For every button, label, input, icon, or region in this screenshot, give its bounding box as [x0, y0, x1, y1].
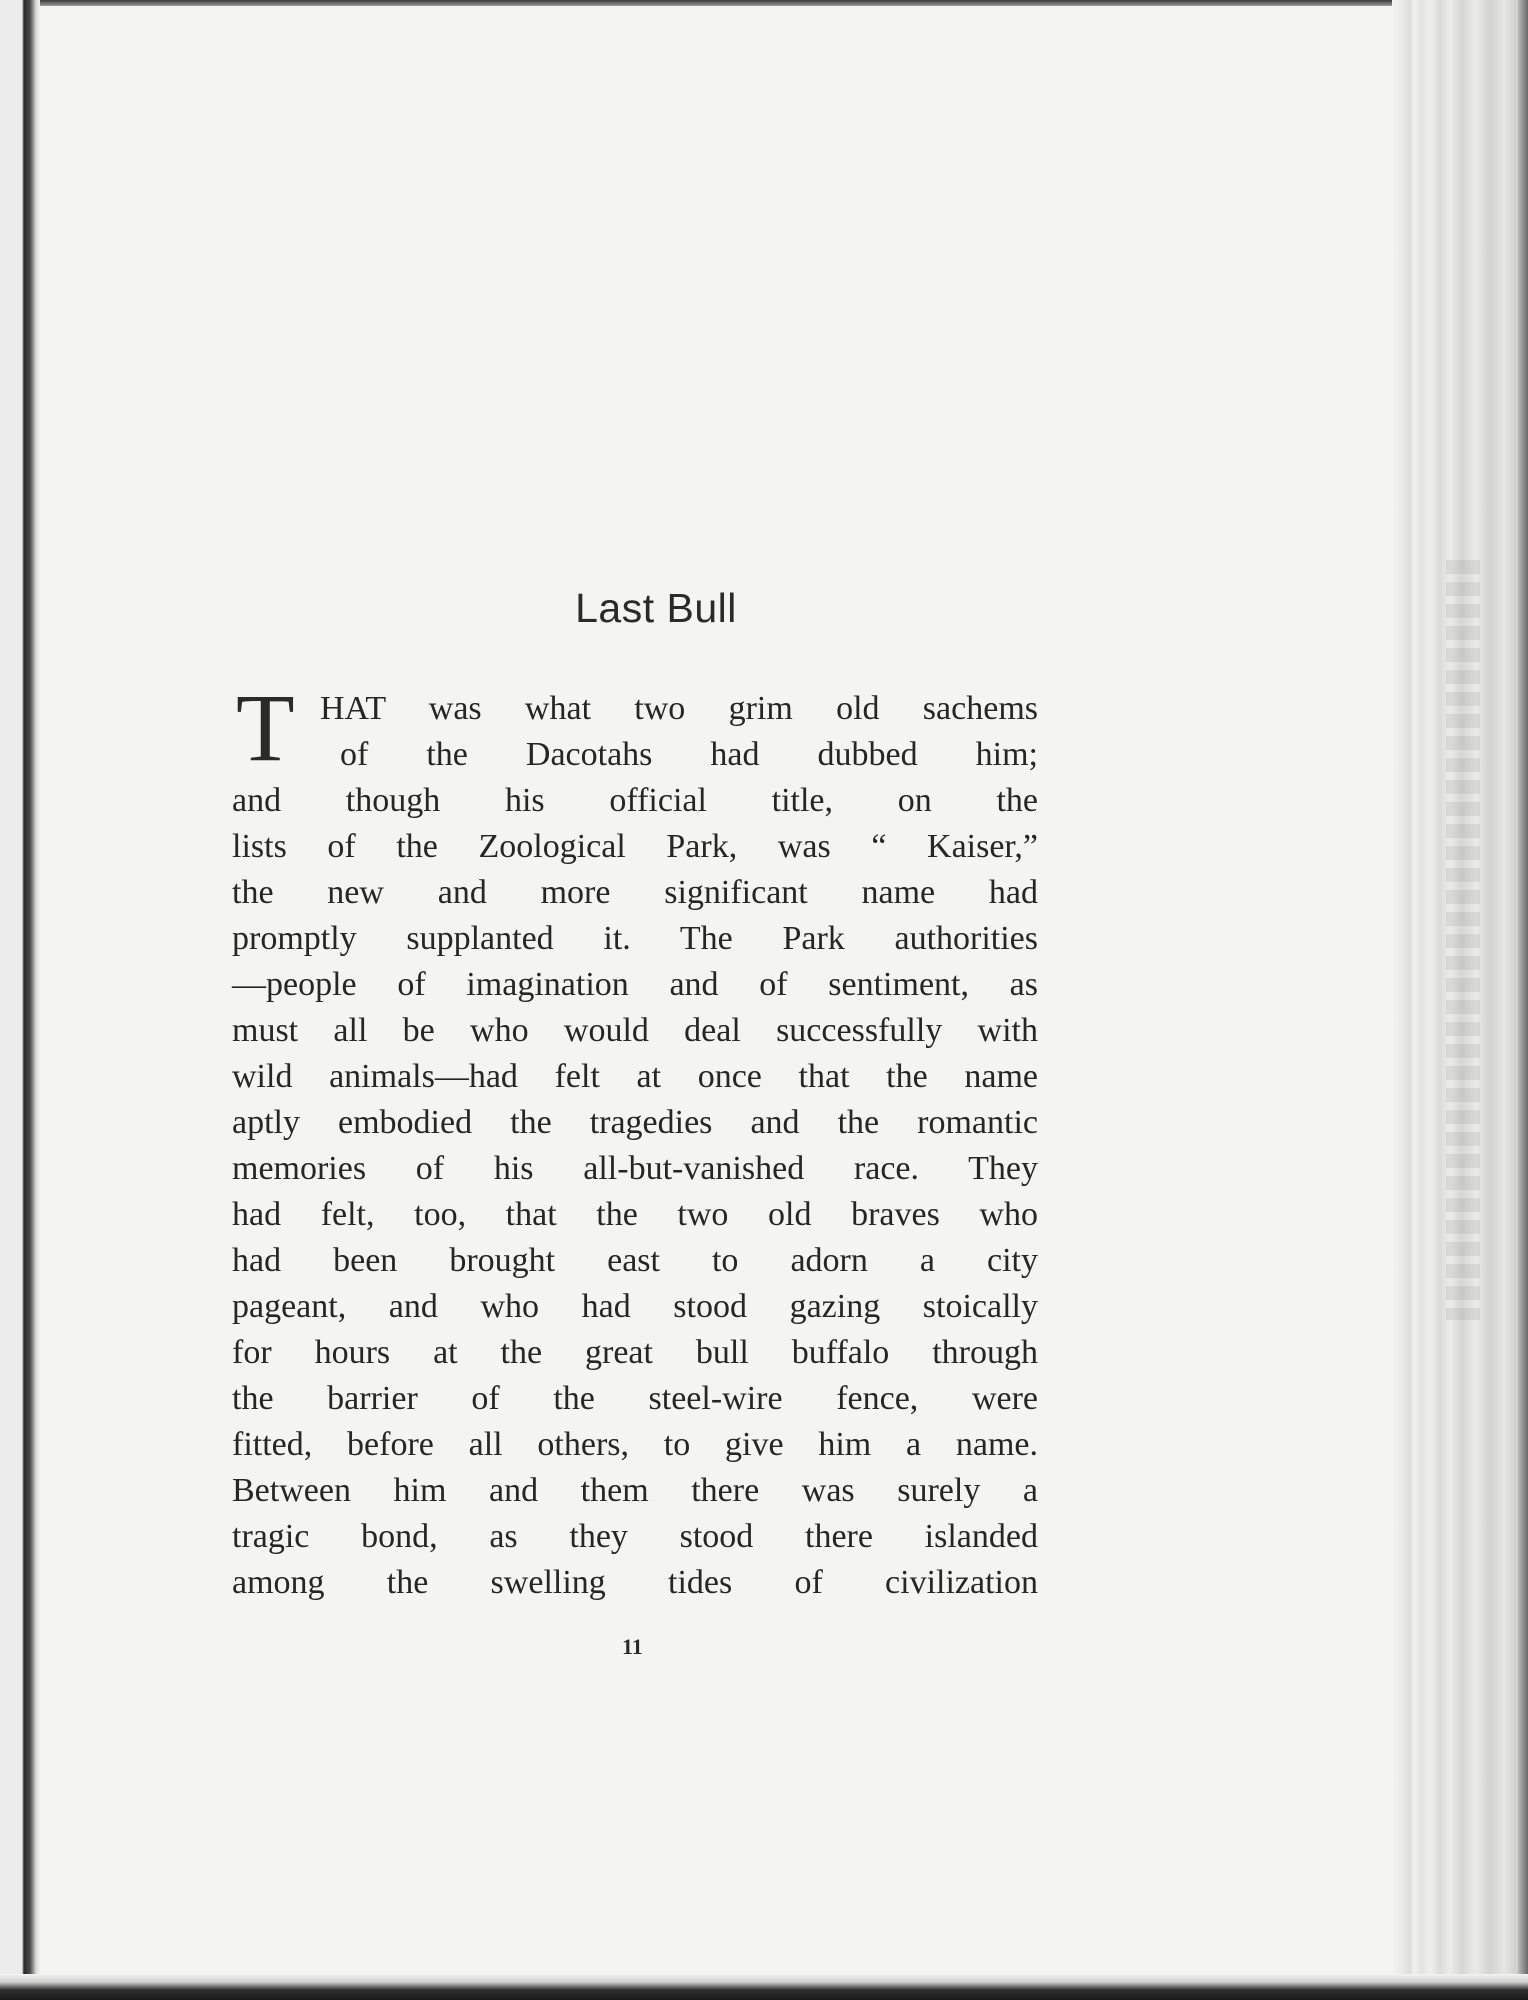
- scan-edge-top: [0, 0, 1528, 6]
- text-line: had been brought east to adorn a city: [232, 1242, 1038, 1279]
- text-line: pageant, and who had stood gazing stoically: [232, 1288, 1038, 1325]
- text-line: the barrier of the steel-wire fence, were: [232, 1380, 1038, 1417]
- text-line: had felt, too, that the two old braves who: [232, 1196, 1038, 1233]
- book-page: [232, 580, 1038, 1606]
- text-line: wild animals—had felt at once that the name: [232, 1058, 1038, 1095]
- text-line: —people of imagination and of sentiment, as: [232, 966, 1038, 1003]
- chapter-title: Last Bull: [575, 585, 737, 631]
- text-line: among the swelling tides of civilization: [232, 1564, 1038, 1601]
- text-line: tragic bond, as they stood there islanded: [232, 1518, 1038, 1555]
- text-line: aptly embodied the tragedies and the romantic: [232, 1104, 1038, 1141]
- text-line: and though his official title, on the: [232, 782, 1038, 819]
- text-line: for hours at the great bull buffalo through: [232, 1334, 1038, 1371]
- scan-edge-bottom: [0, 1974, 1528, 2000]
- text-line: promptly supplanted it. The Park authorities: [232, 920, 1038, 957]
- paragraph-text: [232, 674, 1038, 1606]
- text-line: must all be who would deal successfully with: [232, 1012, 1038, 1049]
- drop-cap: T: [236, 674, 295, 781]
- bleed-through-mark: [1446, 560, 1480, 1320]
- opening-paragraph: [232, 674, 1038, 1606]
- text-line: HAT was what two grim old sachems: [320, 690, 1038, 727]
- text-line: Between him and them there was surely a: [232, 1472, 1038, 1509]
- text-line: fitted, before all others, to give him a name.: [232, 1426, 1038, 1463]
- text-line: the new and more significant name had: [232, 874, 1038, 911]
- text-line: of the Dacotahs had dubbed him;: [340, 736, 1038, 773]
- text-line: lists of the Zoological Park, was “ Kaiser,”: [232, 828, 1038, 865]
- text-line: memories of his all-but-vanished race. They: [232, 1150, 1038, 1187]
- scan-edge-right: [1518, 0, 1528, 2000]
- scan-edge-left: [0, 0, 40, 2000]
- page-number: 11: [622, 1634, 643, 1659]
